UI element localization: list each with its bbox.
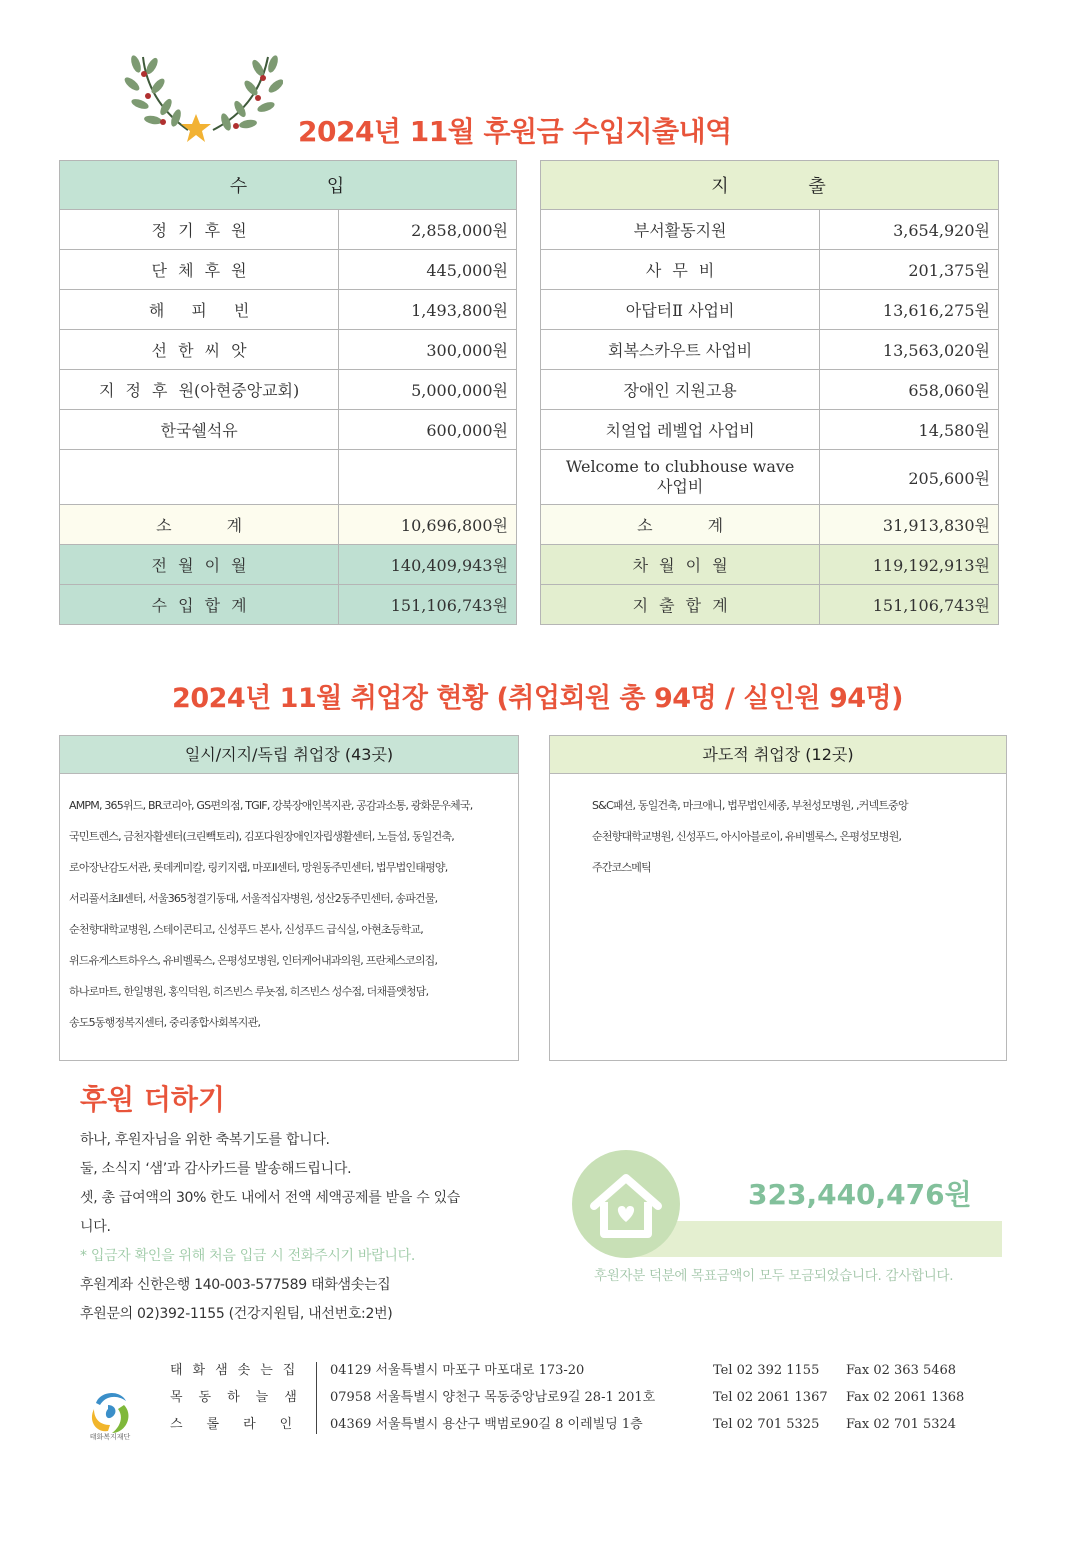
goal-progress-bar [630,1221,1002,1257]
support-info: 하나, 후원자님을 위한 축복기도를 합니다. 둘, 소식지 ‘샘’과 감사카드를 발송해드립니다. 셋, 총 급여액의 30% 한도 내에서 전액 세액공제를 받을 수 있습 니다. * 입금자 확인을 위해 처음 입금 시 전화주시기 바랍니다. 후원계좌 신한은행 140-003-577589 태화샘솟는집 후원문의 02)392-1155 (건강지원팀, 내선번호:2번) [80,1126,515,1329]
contact-info: 후원문의 02)392-1155 (건강지원팀, 내선번호:2번) [80,1306,393,1322]
logo-text: 태화복지재단 [89,1433,131,1441]
goal-amount: 323,440,476원 [748,1178,972,1211]
list-item: AMPM, 365위드, BR코리아, GS편의점, TGIF, 강북장애인복지관, 공감과소통, 광화문우체국, [69,799,473,812]
workplace-box-transitional [549,735,1007,1061]
table-row: 정 기 후 원 2,858,000원 [60,210,517,250]
table-row: 해 피 빈 1,493,800원 [60,290,517,330]
table-row: 장애인 지원고용 658,060원 [541,370,999,410]
list-item: 송도5동행정복지센터, 중리종합사회복지관, [69,1016,261,1029]
list-item: 하나로마트, 한일병원, 홍익덕원, 히즈빈스 루뇻점, 히즈빈스 성수점, 더채플앳청담, [69,985,429,998]
list-item: 국민트렌스, 금천자활센터(크린빽토리), 김포다원장애인자립생활센터, 노들섬, 동일건축, [69,830,454,843]
list-item: 로아장난감도서관, 롯데케미칼, 링키지랩, 마포II센터, 망원동주민센터, 법무법인태평양, [69,861,448,874]
list-item: 순천향대학교병원, 신성푸드, 아시아블로이, 유비벨룩스, 은평성모병원, [592,830,902,843]
list-item: 위드유게스트하우스, 유비벨룩스, 은평성모병원, 인터케어내과의원, 프란체스코의집, [69,954,438,967]
table-row: 단 체 후 원 445,000원 [60,250,517,290]
list-item: 주간코스메틱 [592,861,651,874]
account-info: 후원계좌 신한은행 140-003-577589 태화샘솟는집 [80,1277,391,1293]
income-header: 수 입 [60,161,517,210]
footer-divider [316,1362,317,1434]
table-row: 사 무 비 201,375원 [541,250,999,290]
table-row: Welcome to clubhouse wave 사업비 205,600원 [541,450,999,505]
goal-thanks: 후원자분 덕분에 목표금액이 모두 모금되었습니다. 감사합니다. [594,1268,954,1284]
table-row: 선 한 씨 앗 300,000원 [60,330,517,370]
carry-row: 전 월 이 월 140,409,943원 [60,545,517,585]
list-item: 서리풀서초II센터, 서울365청결기동대, 서울적십자병원, 성산2동주민센터, 송파건물, [69,892,438,905]
workplace-box-independent [59,735,519,1061]
list-item: S&C패션, 동일건축, 마크애니, 법무법인세종, 부천성모병원, ,커넥트중앙 [592,799,908,812]
employment-title: 2024년 11월 취업장 현황 (취업회원 총 94명 / 실인원 94명) [172,683,903,714]
table-row [60,450,517,505]
expense-header: 지 출 [541,161,999,210]
total-row: 지 출 합 계 151,106,743원 [541,585,999,625]
table-row: 회복스카우트 사업비 13,563,020원 [541,330,999,370]
support-title: 후원 더하기 [80,1083,225,1116]
table-row: 치얼업 레벨업 사업비 14,580원 [541,410,999,450]
foundation-logo-icon [78,1375,142,1455]
income-table [59,160,517,625]
house-heart-icon [572,1150,680,1258]
table-row: 한국쉘석유 600,000원 [60,410,517,450]
workplace-box-header: 과도적 취업장 (12곳) [550,736,1006,774]
table-row: 부서활동지원 3,654,920원 [541,210,999,250]
carry-row: 차 월 이 월 119,192,913원 [541,545,999,585]
expense-table [540,160,999,625]
deposit-note: * 입금자 확인을 위해 처음 입금 시 전화주시기 바랍니다. [80,1248,415,1264]
subtotal-row: 소 계 31,913,830원 [541,505,999,545]
total-row: 수 입 합 계 151,106,743원 [60,585,517,625]
subtotal-row: 소 계 10,696,800원 [60,505,517,545]
table-row: 아답터Ⅱ 사업비 13,616,275원 [541,290,999,330]
table-row: 지 정 후 원(아현중앙교회) 5,000,000원 [60,370,517,410]
finance-title: 2024년 11월 후원금 수입지출내역 [298,115,732,148]
list-item: 순천향대학교병원, 스테이콘티고, 신성푸드 본사, 신성푸드 급식실, 아현초등학교, [69,923,423,936]
wreath-star-icon [108,52,283,147]
workplace-box-header: 일시/지지/독립 취업장 (43곳) [60,736,518,774]
